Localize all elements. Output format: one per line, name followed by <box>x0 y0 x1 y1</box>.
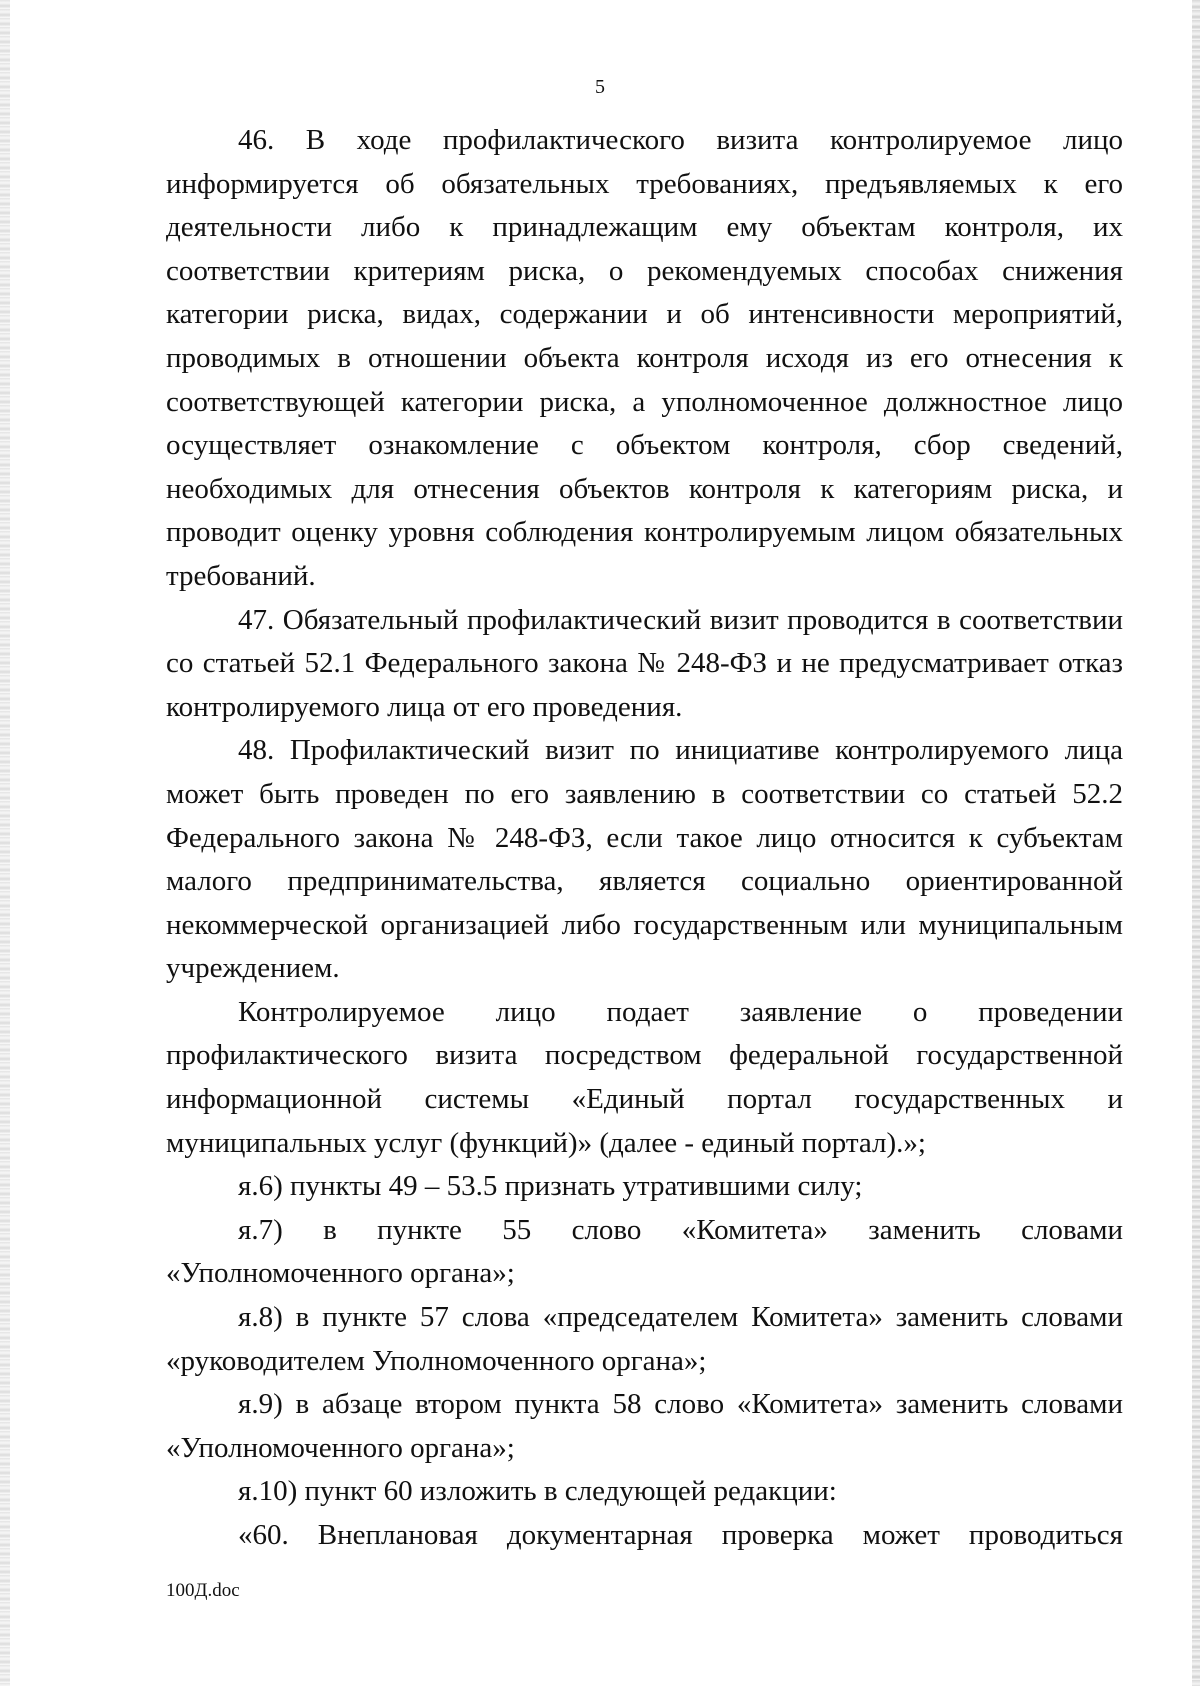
paragraph-46: 46. В ходе профилактического визита контролируемое лицо информируется об обязательных требованиях, предъявляемых к его деятельности либо к принадлежащим ему объектам контроля, их соответствии критериям риска, о рекомендуемых способах снижения категории риска, видах, содержании и об интенсивности мероприятий, проводимых в отношении объекта контроля исходя из его отнесения к соответствующей категории риска, а уполномоченное должностное лицо осуществляет ознакомление с объектом контроля, сбор сведений, необходимых для отнесения объектов контроля к категориям риска, и проводит оценку уровня соблюдения контролируемым лицом обязательных требований. <box>166 124 1123 592</box>
document-body <box>166 119 1123 1558</box>
page-number: 5 <box>595 76 605 98</box>
paragraph-60-start: «60. Внеплановая документарная проверка может проводиться <box>238 1519 1123 1551</box>
paragraph-application: Контролируемое лицо подает заявление о проведении профилактического визита посредством федеральной государственной информационной системы «Единый портал государственных и муниципальных услуг (функций)» (далее - единый портал).»; <box>166 995 1123 1159</box>
paragraph-item-8: я.8) в пункте 57 слова «председателем Комитета» заменить словами «руководителем Уполномоченного органа»; <box>166 1301 1123 1377</box>
footer-filename: 100Д.doc <box>166 1580 240 1601</box>
paragraph-item-7: я.7) в пункте 55 слово «Комитета» заменить словами «Уполномоченного органа»; <box>166 1213 1123 1290</box>
paragraph-item-6: я.6) пункты 49 – 53.5 признать утратившими силу; <box>238 1170 863 1203</box>
paragraph-item-10: я.10) пункт 60 изложить в следующей редакции: <box>238 1475 837 1508</box>
paragraph-48: 48. Профилактический визит по инициативе контролируемого лица может быть проведен по его заявлению в соответствии со статьей 52.2 Федерального закона № 248-ФЗ, если такое лицо относится к субъектам малого предпринимательства, является социально ориентированной некоммерческой организацией либо государственным или муниципальным учреждением. <box>166 734 1123 985</box>
scan-edge-right <box>1192 0 1200 1686</box>
paragraph-47: 47. Обязательный профилактический визит проводится в соответствии со статьей 52.1 Федерального закона № 248-ФЗ и не предусматривает отказ контролируемого лица от его проведения. <box>166 603 1123 723</box>
paragraph-item-9: я.9) в абзаце втором пункта 58 слово «Комитета» заменить словами «Уполномоченного органа»; <box>166 1388 1123 1464</box>
scan-edge-left <box>0 0 10 1686</box>
